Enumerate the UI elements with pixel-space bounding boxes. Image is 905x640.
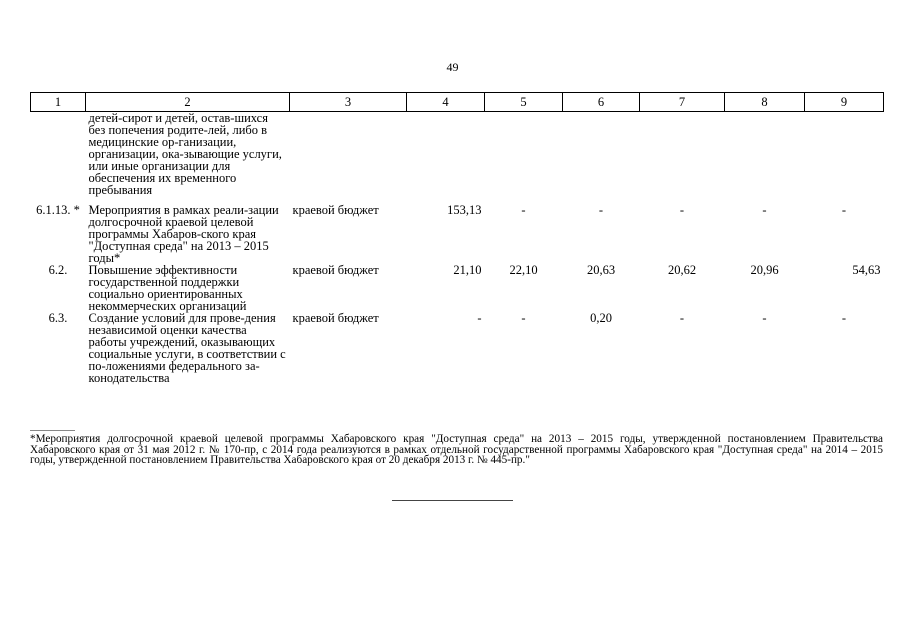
row-value: 20,96	[750, 263, 779, 277]
table-row	[31, 204, 884, 264]
row-name: Мероприятия в рамках реали-зации долгосрочной краевой целевой программы Хабаров-ского края "Доступная среда" на 2013 – 2015 годы*	[88, 203, 279, 265]
row-name: Повышение эффективности государственной поддержки социально ориентированных некоммерческих организаций	[88, 263, 247, 313]
row-source: краевой бюджет	[292, 203, 379, 217]
row-value: -	[521, 311, 526, 325]
row-value	[725, 112, 805, 197]
row-number: 6.2.	[48, 263, 68, 277]
column-header-1: 1	[31, 93, 86, 112]
row-name: детей-сирот и детей, остав-шихся без попечения родите-лей, либо в медицинские ор-ганизации, организации, ока-зывающие услуги, или иные организации для обеспечения их временного пребывания	[88, 111, 282, 197]
row-name: Создание условий для прове-дения независимой оценки качества работы учреждений, оказывающих социальные услуги, в соответствии с по-ложениями федерального за-конодательства	[88, 311, 286, 385]
row-number	[31, 112, 86, 197]
column-header-9: 9	[805, 93, 884, 112]
row-value: -	[521, 203, 526, 217]
column-header-5: 5	[485, 93, 563, 112]
row-number: 6.3.	[48, 311, 68, 325]
row-value: -	[841, 311, 847, 325]
column-header-6: 6	[563, 93, 640, 112]
row-value: -	[598, 203, 604, 217]
row-value: -	[762, 203, 767, 217]
row-value: 22,10	[509, 263, 538, 277]
column-header-4: 4	[407, 93, 485, 112]
page-number: 49	[446, 60, 459, 74]
row-value: 153,13	[447, 203, 482, 217]
row-value	[640, 112, 725, 197]
row-value	[485, 112, 563, 197]
column-header-8: 8	[725, 93, 805, 112]
column-header-7: 7	[640, 93, 725, 112]
row-value	[407, 112, 485, 197]
budget-table	[30, 92, 884, 384]
row-source	[290, 112, 407, 197]
row-value: 21,10	[453, 263, 482, 277]
footnote-text: *Мероприятия долгосрочной краевой целевой программы Хабаровского края "Доступная среда" на 2013 – 2015 годы, утвержденной постановлением Правительства Хабаровского края от 31 мая 2012 г. № 170-пр, с 2014 года реализуются в рамках отдельной государственной программы Хабаровского края "Доступная среда" на 2014 – 2015 годы, утвержденной постановлением Правительства Хабаровского края от 20 декабря 2013 г. № 445-пр."	[30, 433, 883, 466]
row-source: краевой бюджет	[292, 263, 379, 277]
row-value: -	[679, 311, 685, 325]
end-of-page-line	[392, 500, 513, 501]
row-value	[563, 112, 640, 197]
table-row	[31, 112, 884, 197]
row-value: 54,63	[852, 263, 881, 277]
row-value: 20,63	[586, 263, 616, 277]
row-value: -	[679, 203, 685, 217]
column-header-2: 2	[86, 93, 290, 112]
footnote-separator	[30, 430, 75, 431]
header-row	[31, 93, 884, 112]
row-value: 0,20	[590, 311, 612, 325]
row-value	[805, 112, 884, 197]
row-value: -	[762, 311, 767, 325]
table-row	[31, 312, 884, 384]
row-source: краевой бюджет	[292, 311, 379, 325]
row-value: 20,62	[667, 263, 697, 277]
row-number: 6.1.13. *	[36, 203, 80, 217]
row-value: -	[841, 203, 847, 217]
table-row	[31, 264, 884, 312]
row-value: -	[477, 311, 482, 325]
column-header-3: 3	[290, 93, 407, 112]
